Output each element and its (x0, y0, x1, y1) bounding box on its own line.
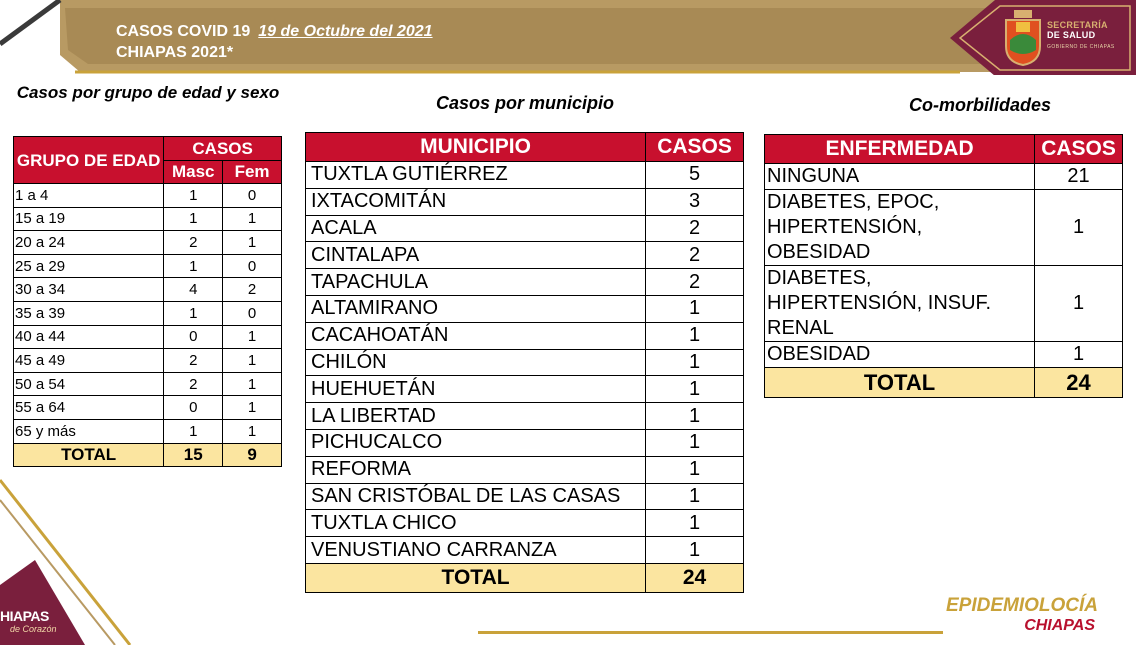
table-row (306, 510, 744, 537)
municipio-cases-cell: 1 (646, 483, 744, 510)
municipio-cases-cell: 1 (646, 295, 744, 322)
mun-total-cases: 24 (646, 563, 744, 592)
male-cases-cell: 1 (164, 184, 223, 208)
male-cases-cell: 2 (164, 372, 223, 396)
disease-cases-cell: 1 (1035, 266, 1123, 342)
female-cases-cell: 1 (223, 231, 282, 255)
municipio-cases-cell: 1 (646, 403, 744, 430)
age-total-masc: 15 (164, 443, 223, 467)
table-row (306, 403, 744, 430)
com-total-label: TOTAL (765, 368, 1035, 398)
col-header-disease: ENFERMEDAD (765, 135, 1035, 164)
disease-cell (765, 266, 1035, 342)
brand-line2: CHIAPAS (1024, 617, 1096, 634)
municipio-name-cell: IXTACOMITÁN (306, 188, 646, 215)
municipio-name-cell: HUEHUETÁN (306, 376, 646, 403)
table-row (765, 342, 1123, 368)
header-title (116, 23, 433, 41)
female-cases-cell: 0 (223, 254, 282, 278)
table-row (306, 242, 744, 269)
header-title-text: CASOS COVID 19 (116, 23, 251, 40)
municipio-name-cell: LA LIBERTAD (306, 403, 646, 430)
table-row (14, 254, 282, 278)
table-row (306, 349, 744, 376)
footer-divider (478, 631, 943, 634)
municipio-cases-cell: 5 (646, 162, 744, 189)
municipio-table (305, 132, 744, 593)
female-cases-cell: 1 (223, 419, 282, 443)
male-cases-cell: 0 (164, 396, 223, 420)
municipio-name-cell: CACAHOATÁN (306, 322, 646, 349)
logo-line1: SECRETARÍA (1047, 20, 1108, 30)
female-cases-cell: 0 (223, 301, 282, 325)
logo-line2: DE SALUD (1047, 30, 1096, 40)
female-cases-cell: 1 (223, 325, 282, 349)
age-total-label: TOTAL (14, 443, 164, 467)
municipio-cases-cell: 1 (646, 456, 744, 483)
table-row (765, 266, 1123, 342)
male-cases-cell: 4 (164, 278, 223, 302)
municipio-cases-cell: 1 (646, 349, 744, 376)
table-row (14, 372, 282, 396)
logo-text (1047, 20, 1108, 40)
table-row (14, 396, 282, 420)
com-total-cases: 24 (1035, 368, 1123, 398)
age-group-cell: 35 a 39 (14, 301, 164, 325)
male-cases-cell: 2 (164, 231, 223, 255)
municipio-cases-cell: 2 (646, 215, 744, 242)
table-row (306, 188, 744, 215)
chiapas-corazon-sub: de Corazón (10, 624, 57, 634)
municipio-cases-cell: 1 (646, 510, 744, 537)
brand-line1: EPIDEMIOLOCÍA (946, 595, 1099, 616)
disease-cell (765, 342, 1035, 368)
col-header-group: GRUPO DE EDAD (14, 137, 164, 184)
disease-line: HIPERTENSIÓN, (767, 216, 923, 238)
comorbidity-section-title: Co-morbilidades (908, 95, 1051, 115)
disease-line: DIABETES, (767, 267, 872, 289)
age-section-title: Casos por grupo de edad y sexo (16, 83, 280, 102)
col-header-cases: CASOS (164, 137, 282, 161)
age-group-cell: 40 a 44 (14, 325, 164, 349)
municipio-name-cell: VENUSTIANO CARRANZA (306, 537, 646, 564)
table-row (14, 349, 282, 373)
municipio-name-cell: ALTAMIRANO (306, 295, 646, 322)
disease-cases-cell: 1 (1035, 342, 1123, 368)
table-row (306, 429, 744, 456)
female-cases-cell: 1 (223, 207, 282, 231)
table-row (14, 231, 282, 255)
municipio-name-cell: TUXTLA CHICO (306, 510, 646, 537)
col-header-municipio: MUNICIPIO (306, 133, 646, 162)
municipio-name-cell: TUXTLA GUTIÉRREZ (306, 162, 646, 189)
age-group-cell: 30 a 34 (14, 278, 164, 302)
disease-line: DIABETES, EPOC, (767, 191, 940, 213)
municipio-name-cell: PICHUCALCO (306, 429, 646, 456)
municipio-name-cell: SAN CRISTÓBAL DE LAS CASAS (306, 483, 646, 510)
male-cases-cell: 1 (164, 301, 223, 325)
municipio-name-cell: TAPACHULA (306, 269, 646, 296)
logo-subtext: GOBIERNO DE CHIAPAS (1047, 44, 1115, 50)
table-row (306, 376, 744, 403)
male-cases-cell: 1 (164, 254, 223, 278)
disease-line: RENAL (767, 317, 834, 339)
male-cases-cell: 1 (164, 419, 223, 443)
municipio-name-cell: ACALA (306, 215, 646, 242)
municipio-cases-cell: 3 (646, 188, 744, 215)
municipio-name-cell: CHILÓN (306, 349, 646, 376)
age-group-cell: 55 a 64 (14, 396, 164, 420)
age-group-cell: 25 a 29 (14, 254, 164, 278)
col-header-com-cases: CASOS (1035, 135, 1123, 164)
table-row (306, 295, 744, 322)
disease-line: OBESIDAD (767, 343, 871, 365)
comorbidity-table (764, 134, 1123, 398)
table-row (14, 419, 282, 443)
table-row (306, 215, 744, 242)
age-total-fem: 9 (223, 443, 282, 467)
chiapas-corazon-logo: HIAPAS (0, 608, 49, 624)
disease-line: HIPERTENSIÓN, INSUF. (767, 292, 992, 314)
municipio-cases-cell: 2 (646, 242, 744, 269)
disease-cases-cell: 21 (1035, 164, 1123, 190)
header-subtitle: CHIAPAS 2021* (116, 44, 234, 61)
disease-line: NINGUNA (767, 165, 860, 187)
table-row (14, 207, 282, 231)
table-row (14, 278, 282, 302)
age-group-cell: 20 a 24 (14, 231, 164, 255)
municipio-cases-cell: 1 (646, 376, 744, 403)
table-row (306, 269, 744, 296)
municipio-name-cell: REFORMA (306, 456, 646, 483)
epidemiologia-brand (946, 596, 1098, 636)
age-group-cell: 15 a 19 (14, 207, 164, 231)
disease-cell (765, 164, 1035, 190)
age-group-cell: 65 y más (14, 419, 164, 443)
col-header-female: Fem (223, 161, 282, 184)
table-row (306, 322, 744, 349)
table-row (306, 537, 744, 564)
chiapas-shield-icon (1004, 10, 1042, 66)
age-table (13, 136, 282, 467)
male-cases-cell: 1 (164, 207, 223, 231)
age-group-cell: 50 a 54 (14, 372, 164, 396)
table-row (765, 164, 1123, 190)
header-date: 19 de Octubre del 2021 (258, 23, 433, 40)
table-row (306, 456, 744, 483)
female-cases-cell: 1 (223, 372, 282, 396)
disease-line: OBESIDAD (767, 241, 871, 263)
table-row (14, 325, 282, 349)
col-header-male: Masc (164, 161, 223, 184)
female-cases-cell: 1 (223, 396, 282, 420)
female-cases-cell: 2 (223, 278, 282, 302)
table-row (14, 184, 282, 208)
table-row (765, 190, 1123, 266)
disease-cases-cell: 1 (1035, 190, 1123, 266)
col-header-mun-cases: CASOS (646, 133, 744, 162)
municipio-cases-cell: 1 (646, 429, 744, 456)
municipio-cases-cell: 2 (646, 269, 744, 296)
municipio-cases-cell: 1 (646, 537, 744, 564)
male-cases-cell: 2 (164, 349, 223, 373)
female-cases-cell: 1 (223, 349, 282, 373)
disease-cell (765, 190, 1035, 266)
age-group-cell: 45 a 49 (14, 349, 164, 373)
female-cases-cell: 0 (223, 184, 282, 208)
municipio-name-cell: CINTALAPA (306, 242, 646, 269)
male-cases-cell: 0 (164, 325, 223, 349)
age-group-cell: 1 a 4 (14, 184, 164, 208)
municipio-section-title: Casos por municipio (435, 93, 615, 113)
mun-total-label: TOTAL (306, 563, 646, 592)
municipio-cases-cell: 1 (646, 322, 744, 349)
table-row (306, 483, 744, 510)
table-row (14, 301, 282, 325)
table-row (306, 162, 744, 189)
